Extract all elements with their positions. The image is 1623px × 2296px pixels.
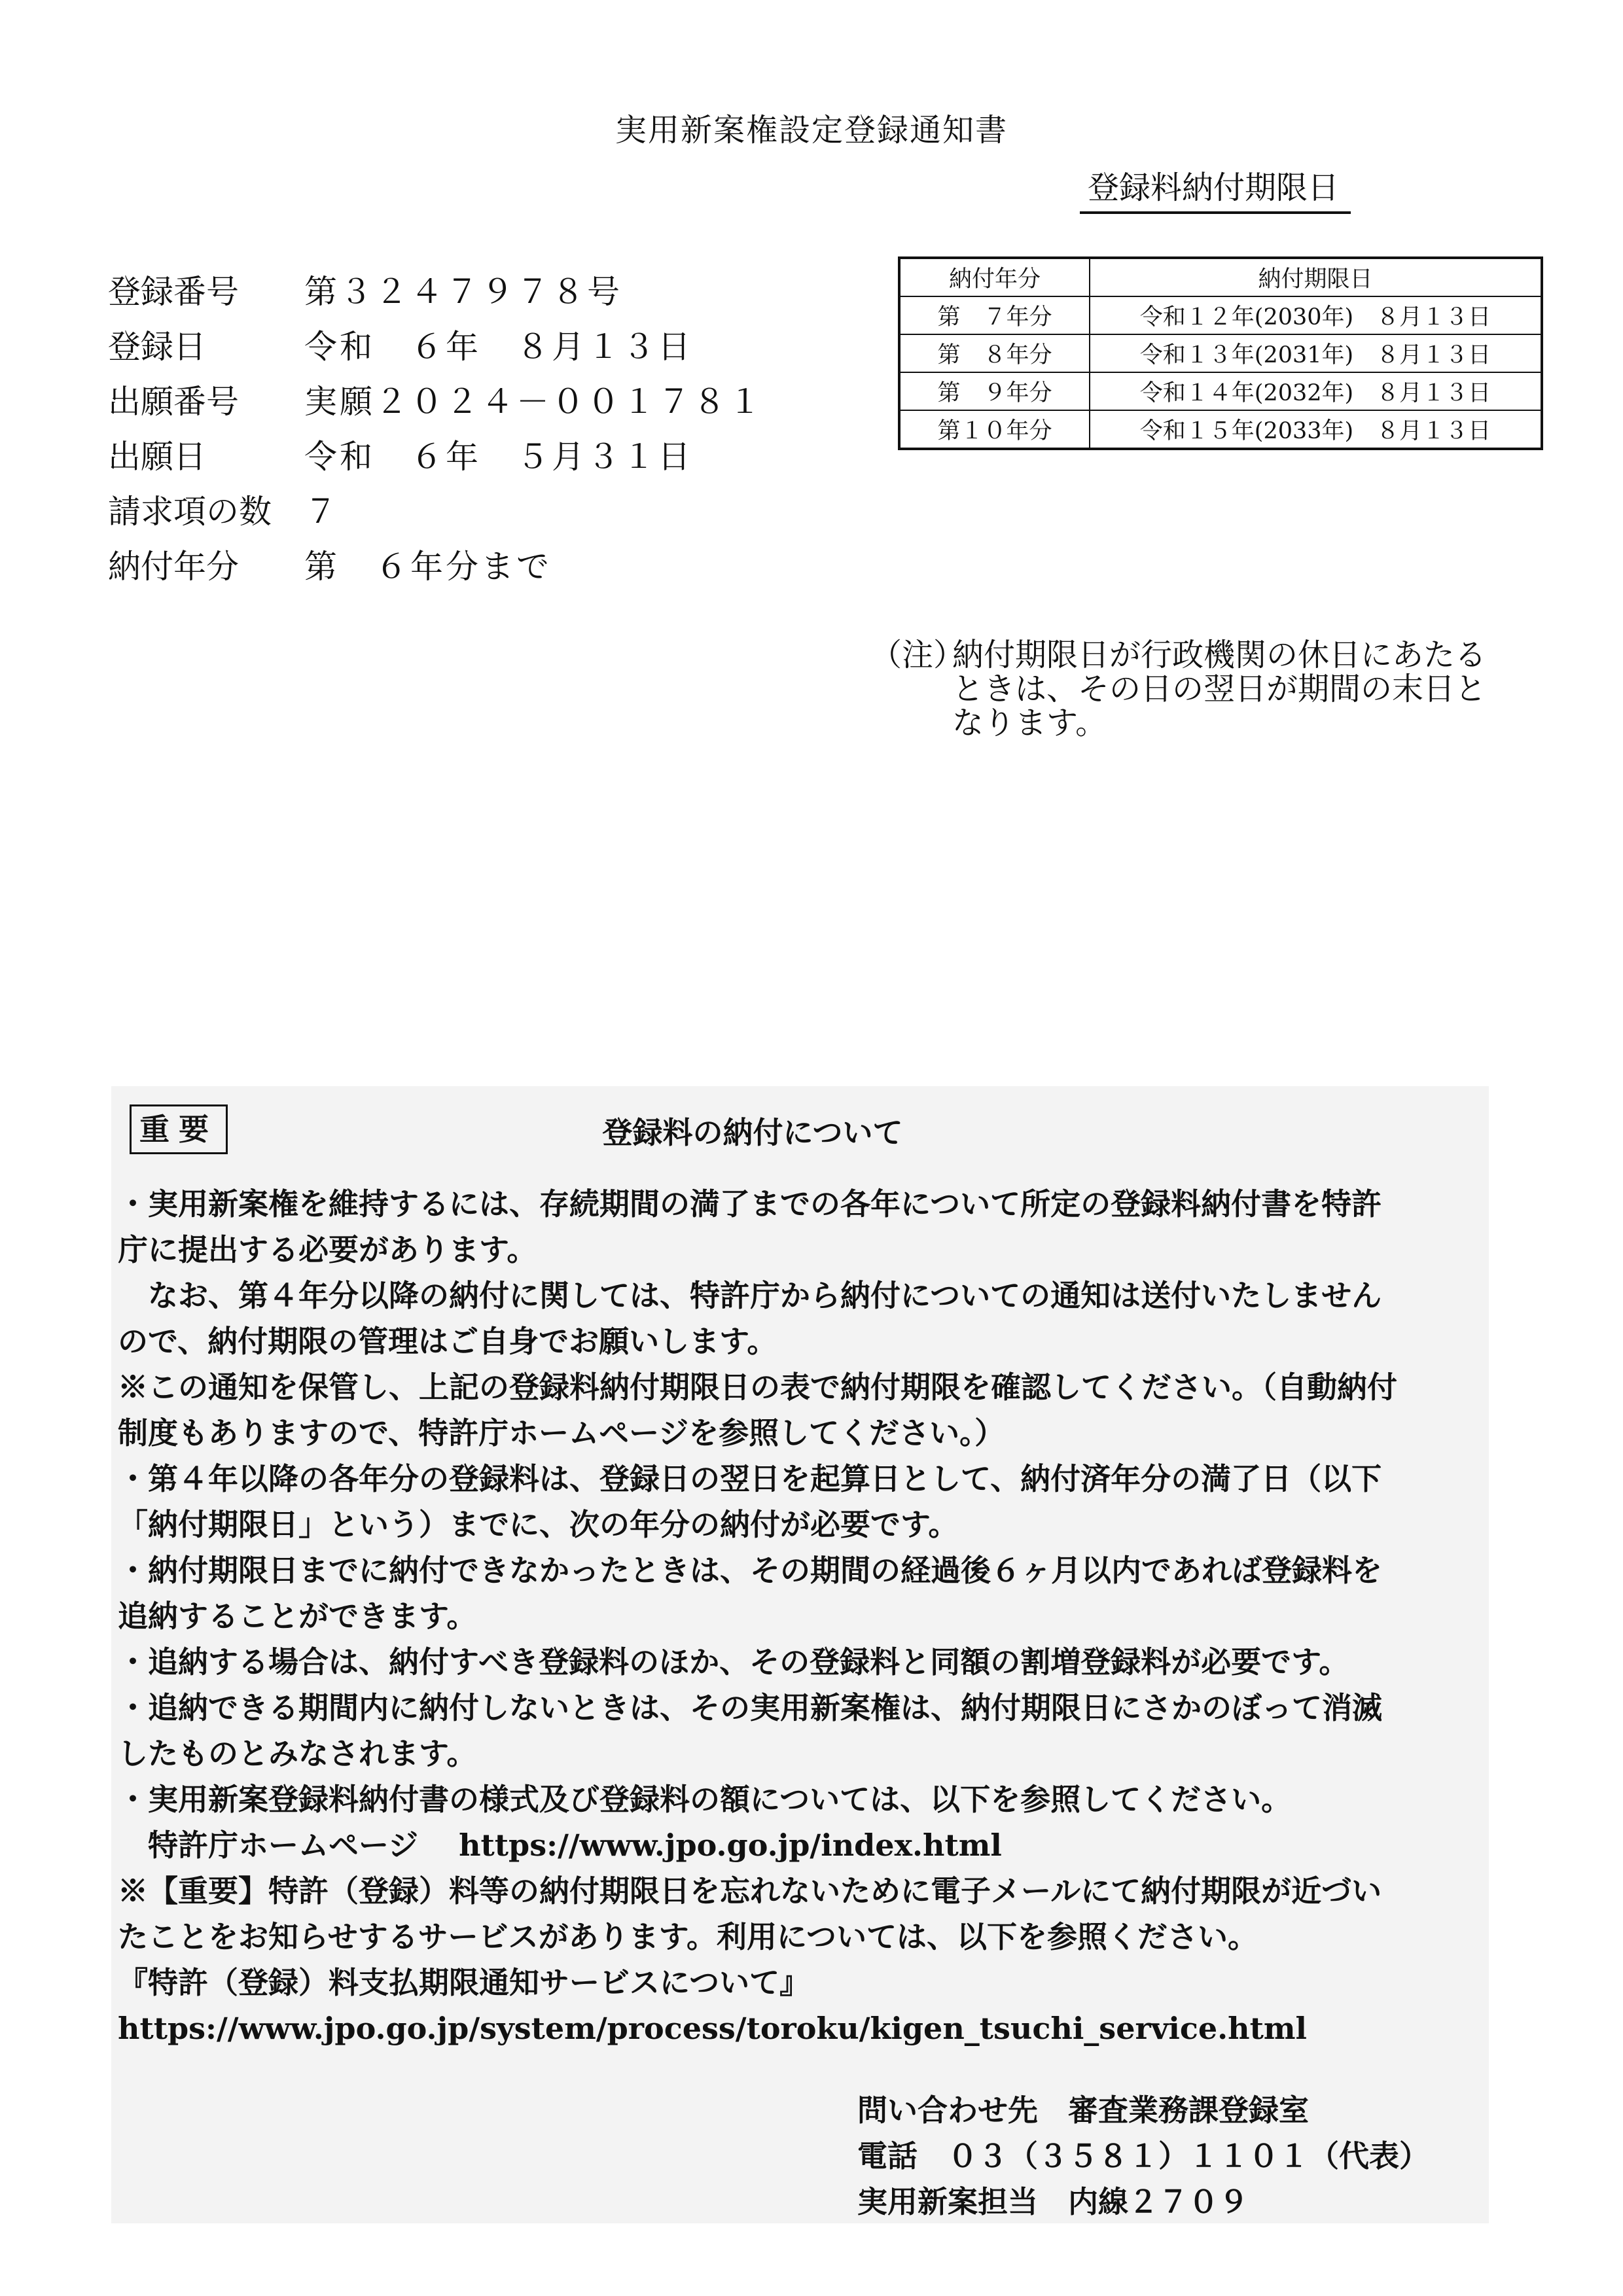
service-url-link[interactable]: https://www.jpo.go.jp/system/process/toroku/kigen_tsuchi_service.html [118, 2011, 1308, 2046]
info-label: 出願番号 [108, 383, 239, 421]
table-header-row [899, 258, 1542, 296]
instruction-line: ・実用新案登録料納付書の様式及び登録料の額については、以下を参照してください。 [118, 1782, 1292, 1817]
table-cell-date: 令和１２年(2030年) ８月１３日 [1090, 296, 1542, 334]
important-badge: 重要 [130, 1104, 228, 1154]
instruction-line: なお、第４年分以降の納付に関しては、特許庁から納付についての通知は送付いたしません [118, 1278, 1382, 1313]
instruction-line: たことをお知らせするサービスがあります。利用については、以下を参照ください。 [118, 1919, 1258, 1954]
registration-info [108, 262, 764, 592]
contact-info [857, 2087, 1429, 2225]
table-cell-date: 令和１５年(2033年) ８月１３日 [1090, 410, 1542, 449]
info-row [108, 537, 764, 592]
info-row [108, 482, 764, 537]
instruction-line: 「納付期限日」という）までに、次の年分の納付が必要です。 [118, 1507, 959, 1542]
table-cell-year: 第 ９年分 [899, 372, 1090, 410]
info-label: 登録番号 [108, 273, 239, 311]
instruction-line: ・実用新案権を維持するには、存続期間の満了までの各年について所定の登録料納付書を特許 [118, 1186, 1382, 1222]
instruction-line: ・追納する場合は、納付すべき登録料のほか、その登録料と同額の割増登録料が必要です。 [118, 1644, 1349, 1680]
contact-line: 問い合わせ先 審査業務課登録室 [857, 2093, 1309, 2128]
holiday-note [870, 638, 1607, 740]
instruction-line: 追納することができます。 [118, 1598, 477, 1634]
info-value: 第 ６年分まで [304, 548, 552, 586]
section-title: 登録料の納付について [602, 1115, 903, 1150]
deadline-table-title: 登録料納付期限日 [1080, 162, 1351, 214]
instruction-line: ※この通知を保管し、上記の登録料納付期限日の表で納付期限を確認してください。（自動納付 [118, 1369, 1397, 1405]
payment-deadline-table [898, 256, 1543, 450]
table-cell-year: 第１０年分 [899, 410, 1090, 449]
table-cell-year: 第 ７年分 [899, 296, 1090, 334]
note-text [952, 638, 1607, 740]
table-row [899, 372, 1542, 410]
instruction-line: ※【重要】特許（登録）料等の納付期限日を忘れないために電子メールにて納付期限が近づい [118, 1873, 1382, 1909]
note-line: ときは、その日の翌日が期間の末日と [952, 671, 1487, 707]
table-row [899, 296, 1542, 334]
info-value: 第３２４７９７８号 [304, 273, 622, 311]
note-mark: （注） [870, 637, 965, 673]
contact-line: 電話 ０３（３５８１）１１０１（代表） [857, 2138, 1429, 2174]
info-value: ７ [304, 493, 340, 531]
instruction-line: 制度もありますので、特許庁ホームページを参照してください。） [118, 1415, 1005, 1451]
info-row [108, 262, 764, 317]
table-row [899, 334, 1542, 372]
info-row [108, 372, 764, 427]
info-value: 令和 ６年 ５月３１日 [304, 438, 693, 476]
contact-line: 実用新案担当 内線２７０９ [857, 2184, 1249, 2219]
document-title: 実用新案権設定登録通知書 [615, 112, 1008, 149]
table-header-year: 納付年分 [899, 258, 1090, 296]
table-cell-date: 令和１３年(2031年) ８月１３日 [1090, 334, 1542, 372]
instruction-line: 『特許（登録）料支払期限通知サービスについて』 [118, 1965, 810, 2000]
instruction-line: 庁に提出する必要があります。 [118, 1232, 537, 1267]
info-row [108, 427, 764, 482]
note-line: 納付期限日が行政機関の休日にあたる [952, 637, 1487, 673]
instruction-line: ・第４年以降の各年分の登録料は、登録日の翌日を起算日として、納付済年分の満了日（以下 [118, 1461, 1382, 1496]
info-value: 令和 ６年 ８月１３日 [304, 328, 693, 366]
jpo-homepage-link[interactable]: 特許庁ホームページ https://www.jpo.go.jp/index.html [118, 1828, 1002, 1863]
table-header-date: 納付期限日 [1090, 258, 1542, 296]
info-label: 納付年分 [108, 548, 239, 586]
instruction-line: ので、納付期限の管理はご自身でお願いします。 [118, 1324, 777, 1359]
payment-instructions [118, 1181, 1499, 2051]
info-value: 実願２０２４－００１７８１ [304, 383, 764, 421]
info-label: 出願日 [108, 438, 206, 476]
instruction-line: ・追納できる期間内に納付しないときは、その実用新案権は、納付期限日にさかのぼって消滅 [118, 1690, 1382, 1725]
info-label: 請求項の数 [108, 493, 272, 531]
table-row [899, 410, 1542, 449]
note-line: なります。 [952, 705, 1107, 741]
instruction-line: したものとみなされます。 [118, 1736, 477, 1771]
instruction-line: ・納付期限日までに納付できなかったときは、その期間の経過後６ヶ月以内であれば登録料を [118, 1553, 1382, 1588]
table-cell-date: 令和１４年(2032年) ８月１３日 [1090, 372, 1542, 410]
info-label: 登録日 [108, 328, 206, 366]
table-cell-year: 第 ８年分 [899, 334, 1090, 372]
info-row [108, 317, 764, 372]
